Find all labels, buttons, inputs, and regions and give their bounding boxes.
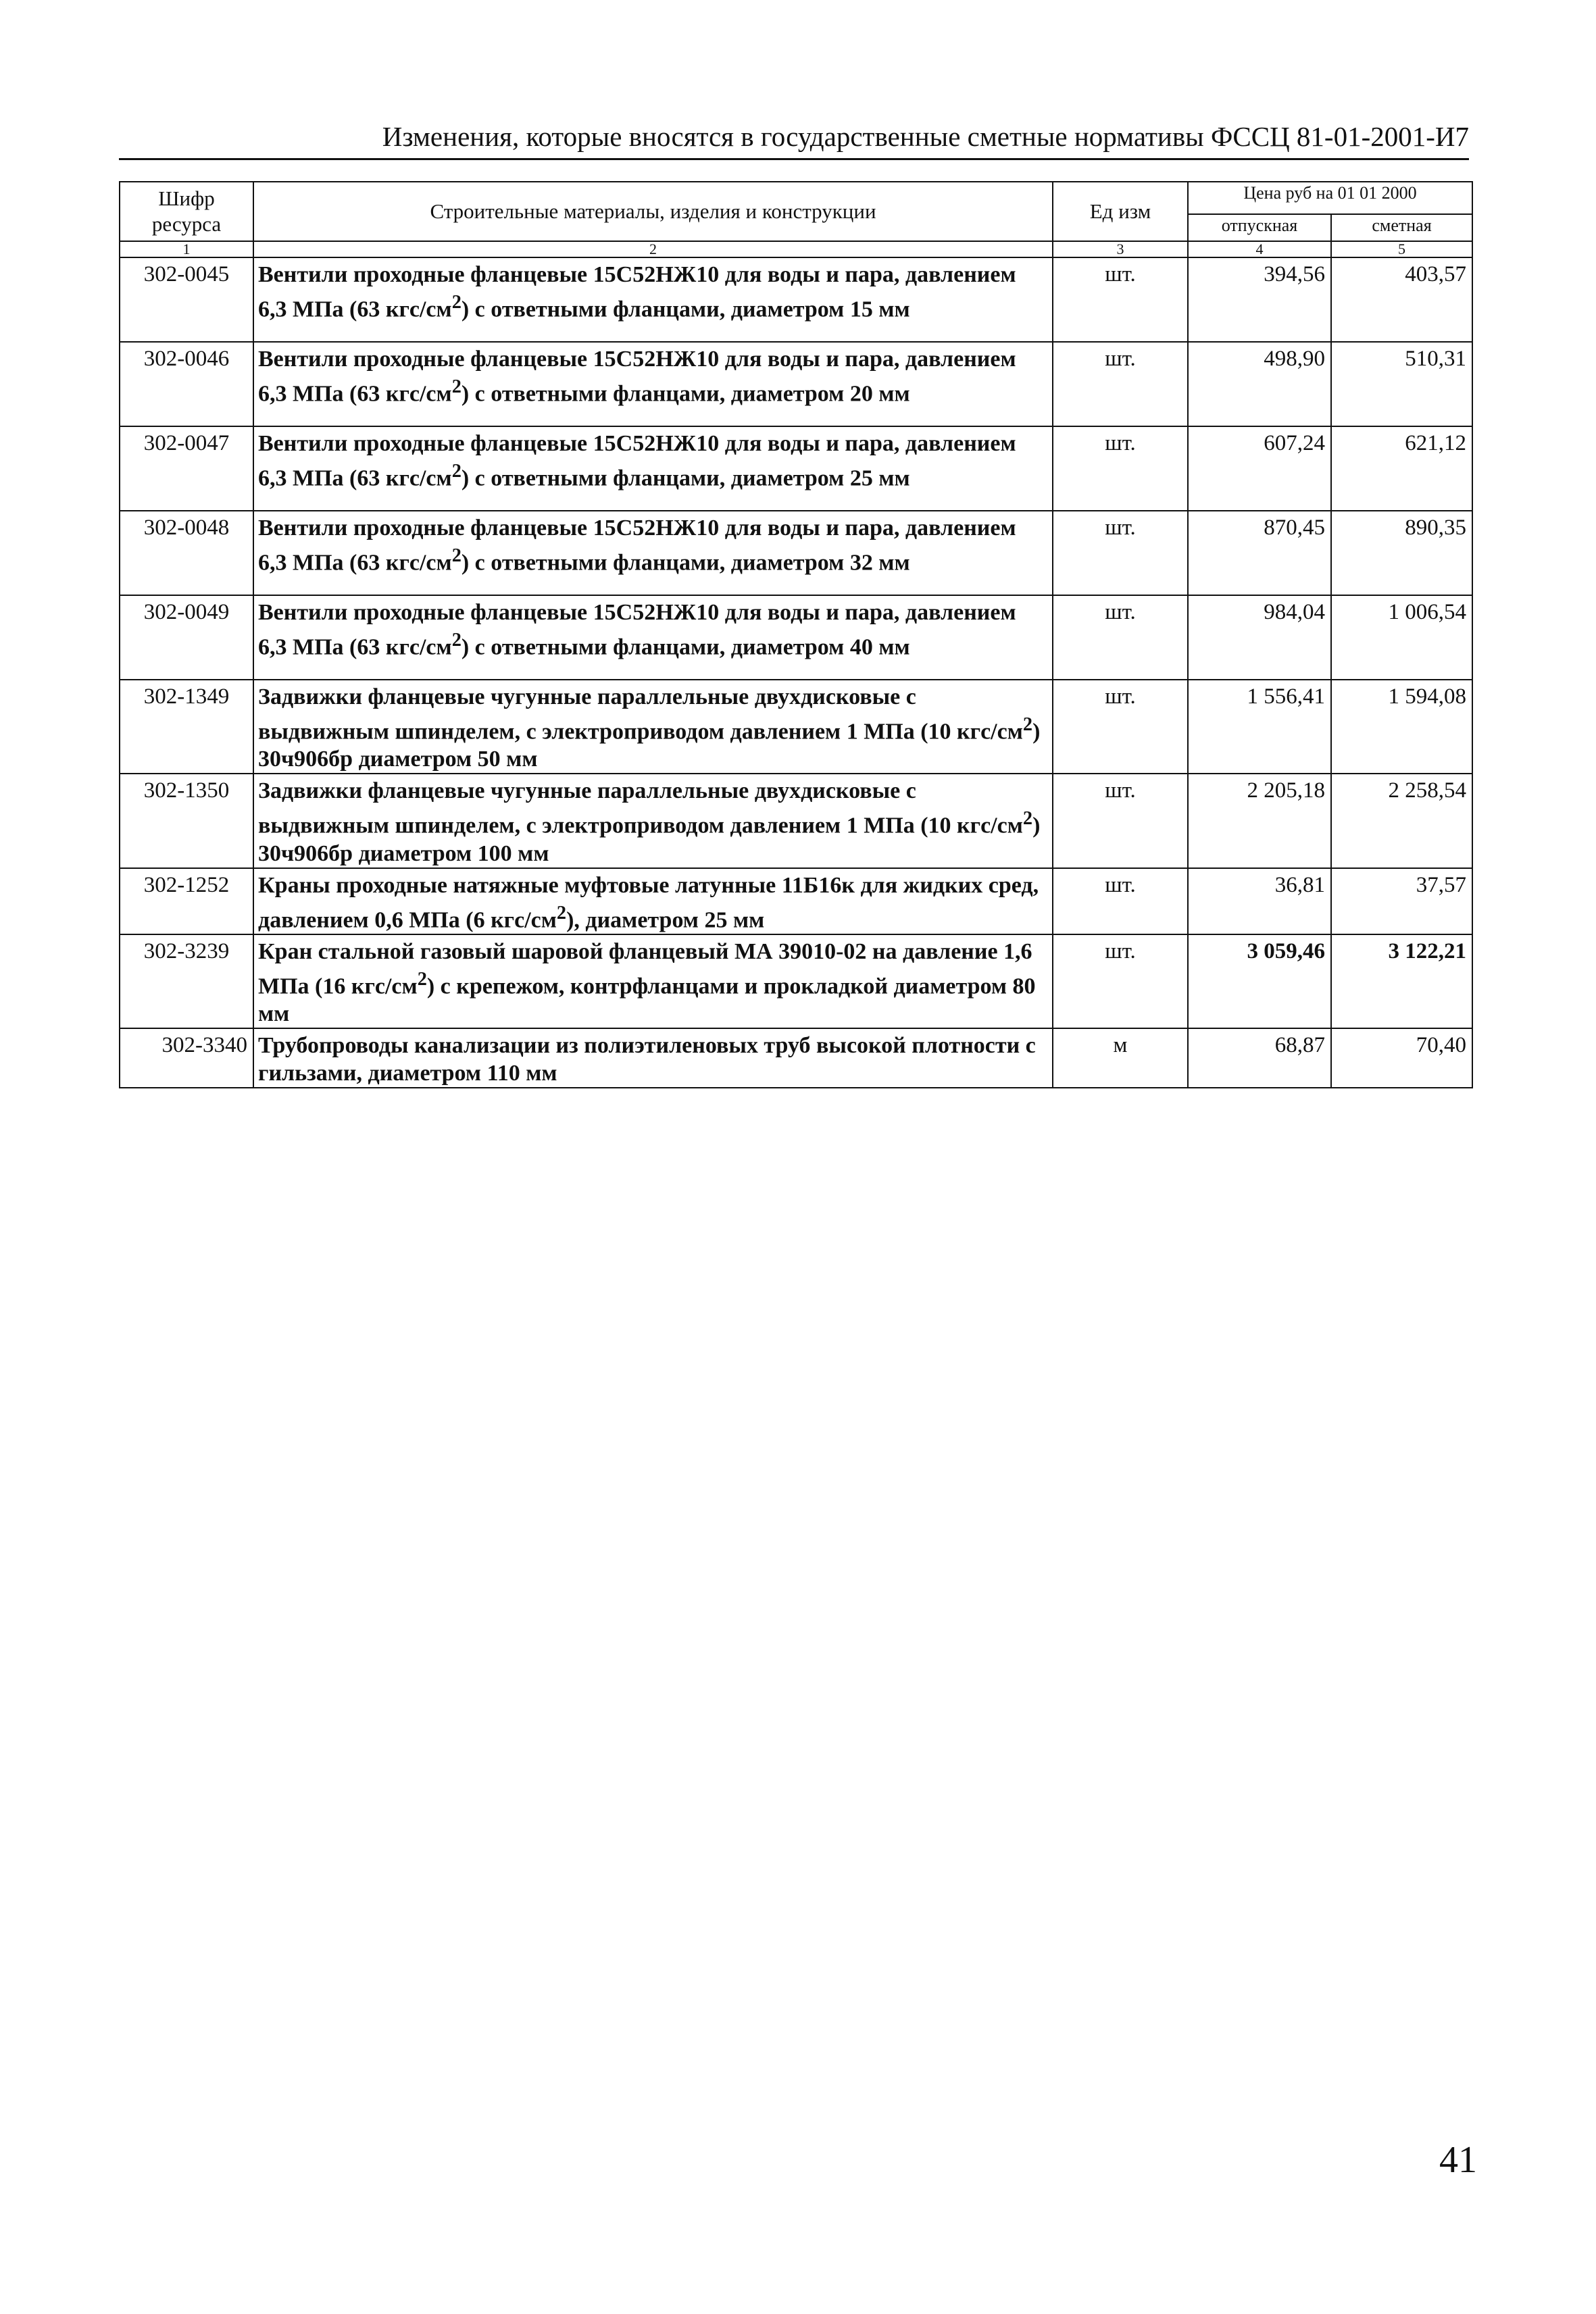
release-price: 984,04 bbox=[1188, 595, 1331, 680]
price-table bbox=[119, 181, 1473, 1088]
document-header: Изменения, которые вносятся в государственные сметные нормативы ФССЦ 81-01-2001-И7 bbox=[382, 121, 1469, 152]
resource-code: 302-3239 bbox=[120, 934, 253, 1028]
release-price: 394,56 bbox=[1188, 257, 1331, 342]
resource-code: 302-0045 bbox=[120, 257, 253, 342]
material-description: Задвижки фланцевые чугунные параллельные двухдисковые с выдвижным шпинделем, с электроприводом давлением 1 МПа (10 кгс/$см^2$) 30ч906бр диаметром 100 мм bbox=[253, 774, 1053, 867]
release-price: 1 556,41 bbox=[1188, 680, 1331, 774]
material-description: Кран стальной газовый шаровой фланцевый МА 39010-02 на давление 1,6 МПа (16 кгс/$см^2$) с крепежом, контрфланцами и прокладкой диаметром 80 мм bbox=[253, 934, 1053, 1028]
page-number: 41 bbox=[1439, 2139, 1477, 2181]
estimate-price: 890,35 bbox=[1331, 511, 1472, 595]
material-description: Краны проходные натяжные муфтовые латунные 11Б16к для жидких сред, давлением 0,6 МПа (6 кгс/$см^2$), диаметром 25 мм bbox=[253, 868, 1053, 934]
resource-code: 302-3340 bbox=[120, 1028, 253, 1088]
table-row bbox=[120, 257, 1472, 342]
material-description: Трубопроводы канализации из полиэтиленовых труб высокой плотности с гильзами, диаметром 110 мм bbox=[253, 1028, 1053, 1088]
unit: шт. bbox=[1053, 680, 1188, 774]
table-row bbox=[120, 595, 1472, 680]
table-row bbox=[120, 511, 1472, 595]
resource-code: 302-0048 bbox=[120, 511, 253, 595]
estimate-price: 37,57 bbox=[1331, 868, 1472, 934]
release-price: 498,90 bbox=[1188, 342, 1331, 426]
material-description: Вентили проходные фланцевые 15С52НЖ10 для воды и пара, давлением 6,3 МПа (63 кгс/$см^2$) с ответными фланцами, диаметром 25 мм bbox=[253, 426, 1053, 511]
estimate-price: 2 258,54 bbox=[1331, 774, 1472, 867]
estimate-price: 403,57 bbox=[1331, 257, 1472, 342]
resource-code: 302-0049 bbox=[120, 595, 253, 680]
unit: м bbox=[1053, 1028, 1188, 1088]
release-price: 3 059,46 bbox=[1188, 934, 1331, 1028]
estimate-price: 70,40 bbox=[1331, 1028, 1472, 1088]
estimate-price: 1 006,54 bbox=[1331, 595, 1472, 680]
material-description: Вентили проходные фланцевые 15С52НЖ10 для воды и пара, давлением 6,3 МПа (63 кгс/$см^2$) с ответными фланцами, диаметром 15 мм bbox=[253, 257, 1053, 342]
release-price: 607,24 bbox=[1188, 426, 1331, 511]
header-release-price: отпускная bbox=[1188, 214, 1331, 241]
header-estimate-price: сметная bbox=[1331, 214, 1472, 241]
header-unit: Ед изм bbox=[1053, 182, 1188, 241]
table-row bbox=[120, 1028, 1472, 1088]
header-description: Строительные материалы, изделия и конструкции bbox=[253, 182, 1053, 241]
table-row bbox=[120, 680, 1472, 774]
estimate-price: 1 594,08 bbox=[1331, 680, 1472, 774]
unit: шт. bbox=[1053, 257, 1188, 342]
unit: шт. bbox=[1053, 595, 1188, 680]
material-description: Вентили проходные фланцевые 15С52НЖ10 для воды и пара, давлением 6,3 МПа (63 кгс/$см^2$) с ответными фланцами, диаметром 20 мм bbox=[253, 342, 1053, 426]
column-number: 4 bbox=[1188, 241, 1331, 257]
column-number: 1 bbox=[120, 241, 253, 257]
resource-code: 302-1350 bbox=[120, 774, 253, 867]
header-price: Цена руб на 01 01 2000 bbox=[1188, 182, 1472, 214]
resource-code: 302-1349 bbox=[120, 680, 253, 774]
release-price: 2 205,18 bbox=[1188, 774, 1331, 867]
estimate-price: 510,31 bbox=[1331, 342, 1472, 426]
table-row bbox=[120, 774, 1472, 867]
table-row bbox=[120, 342, 1472, 426]
table-row bbox=[120, 426, 1472, 511]
estimate-price: 621,12 bbox=[1331, 426, 1472, 511]
column-number: 3 bbox=[1053, 241, 1188, 257]
material-description: Вентили проходные фланцевые 15С52НЖ10 для воды и пара, давлением 6,3 МПа (63 кгс/$см^2$) с ответными фланцами, диаметром 32 мм bbox=[253, 511, 1053, 595]
table-row bbox=[120, 934, 1472, 1028]
unit: шт. bbox=[1053, 868, 1188, 934]
resource-code: 302-0047 bbox=[120, 426, 253, 511]
table-row bbox=[120, 868, 1472, 934]
unit: шт. bbox=[1053, 511, 1188, 595]
column-number: 2 bbox=[253, 241, 1053, 257]
resource-code: 302-1252 bbox=[120, 868, 253, 934]
release-price: 870,45 bbox=[1188, 511, 1331, 595]
release-price: 68,87 bbox=[1188, 1028, 1331, 1088]
header-rule bbox=[119, 158, 1469, 160]
resource-code: 302-0046 bbox=[120, 342, 253, 426]
estimate-price: 3 122,21 bbox=[1331, 934, 1472, 1028]
unit: шт. bbox=[1053, 934, 1188, 1028]
unit: шт. bbox=[1053, 426, 1188, 511]
unit: шт. bbox=[1053, 342, 1188, 426]
header-code: Шифр ресурса bbox=[120, 182, 253, 241]
unit: шт. bbox=[1053, 774, 1188, 867]
material-description: Вентили проходные фланцевые 15С52НЖ10 для воды и пара, давлением 6,3 МПа (63 кгс/$см^2$) с ответными фланцами, диаметром 40 мм bbox=[253, 595, 1053, 680]
release-price: 36,81 bbox=[1188, 868, 1331, 934]
column-number: 5 bbox=[1331, 241, 1472, 257]
material-description: Задвижки фланцевые чугунные параллельные двухдисковые с выдвижным шпинделем, с электроприводом давлением 1 МПа (10 кгс/$см^2$) 30ч906бр диаметром 50 мм bbox=[253, 680, 1053, 774]
